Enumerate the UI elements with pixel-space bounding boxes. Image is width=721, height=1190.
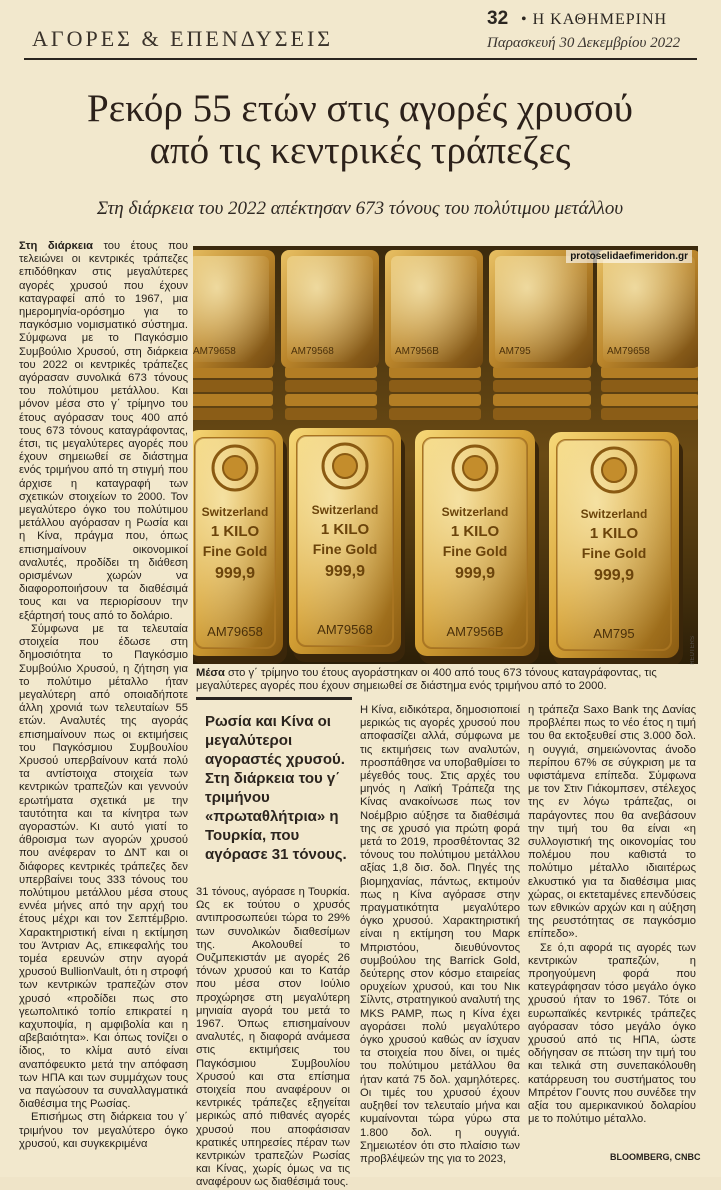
bar-serial: AM795 (593, 626, 635, 641)
bar-serial: AM79658 (607, 346, 650, 357)
bar-serial: AM79568 (317, 622, 373, 637)
headline-line-1: Ρεκόρ 55 ετών στις αγορές χρυσού (87, 87, 633, 130)
column-4-paragraph-2: Σε ό,τι αφορά τις αγορές των κεντρικών τραπεζών, η προηγούμενη φορά που κατεγράφησαν τόσο μεγάλο όγκο χρυσού ήταν το 1967. Τότε οι ευρωπαϊκές κεντρικές τράπεζες αγόρασαν τόσο μεγάλο όγκο χρυσού από τις ΗΠΑ, ώστε οδήγησαν σε πτώση την τιμή του και τελικά στη συνεπακόλουθη κατάρρευση του συστήματος του Μπρέτον Γουντς που συνέδεε την αξία του αμερικανικού δολαρίου με το πολύτιμο μέταλλο. (528, 941, 696, 1126)
bar-serial: AM79658 (193, 346, 236, 357)
article-column-1 (19, 240, 188, 1151)
bar-inscription: Fine Gold (202, 543, 268, 559)
back-gold-bar (489, 250, 593, 368)
article-column-2 (196, 886, 350, 1190)
column-1-paragraph-3: Επισήμως στη διάρκεια του γ΄ τριμήνου τον μεγαλύτερο όγκο χρυσού, και συγκεκριμένα (19, 1111, 188, 1150)
bar-serial: AM79658 (207, 624, 263, 639)
pullquote-rule (196, 697, 352, 700)
back-gold-bar (281, 250, 379, 368)
subheadline: Στη διάρκεια του 2022 απέκτησαν 673 τόνους του πολύτιμου μετάλλου (96, 198, 624, 219)
issue-date: Παρασκευή 30 Δεκεμβρίου 2022 (487, 35, 681, 51)
headline-line-2: από τις κεντρικές τράπεζες (149, 129, 571, 172)
bar-serial: AM7956B (446, 624, 504, 639)
pullquote: Ρωσία και Κίνα οι μεγαλύτεροι αγοραστές χρυσού. Στη διάρκεια του γ΄ τριμήνου «πρωταθλήτρια» η Τουρκία, που αγόρασε 31 τόνους. (205, 713, 347, 863)
bar-inscription: 999,9 (454, 565, 496, 582)
lead-in: Στη διάρκεια (19, 240, 94, 252)
source-credit: BLOOMBERG, CNBC (610, 1152, 701, 1162)
front-gold-bar (193, 430, 287, 664)
photo-caption (196, 667, 686, 693)
column-2-paragraph-1: 31 τόνους, αγόρασε η Τουρκία. Ως εκ τούτου ο χρυσός αντιπροσωπεύει τώρα το 29% των συνολικών διαθεσίμων της. Ακολουθεί το Ουζμπεκιστάν με αγορές 26 τόνων χρυσού και το Κατάρ που μέσα στον Ιούλιο προχώρησε στη μεγαλύτερη μηνιαία αγορά του μετά το 1967. Όπως επισημαίνουν αναλυτές, η διαφορά ανάμεσα στις εκτιμήσεις του Παγκόσμιου Συμβουλίου Χρυσού και στα επίσημα στοιχεία που αναφέρουν οι κεντρικές τράπεζες εξηγείται μερικώς από πιθανές αγορές χρυσού που αποφάσισαν κρατικές υπηρεσίες πέραν των κεντρικών τραπεζών Ρωσίας και Κίνας, χωρίς όμως να τις αναφέρουν ως διαθέσιμά τους. (196, 886, 350, 1189)
back-gold-bar (193, 250, 275, 368)
bar-inscription: 1 KILO (589, 525, 639, 542)
back-row-bars (193, 250, 698, 420)
gold-bars-photo (193, 246, 698, 664)
column-1-paragraph-2: Σύμφωνα με τα τελευταία στοιχεία που έδωσε στη δημοσιότητα το Παγκόσμιο Συμβούλιο Χρυσού, η ζήτηση για το πολύτιμο μέταλλο ήταν μεγαλύτερη από οποιαδήποτε άλλη χρονιά των τελευταίων 55 ετών. Αναλυτές της αγοράς επισημαίνουν πως οι εκτιμήσεις του Παγκόσμιου Συμβουλίου Χρυσού υπερβαίνουν κατά πολύ τα αντίστοιχα στοιχεία των κεντρικών τραπεζών και γεννούν ερωτήματα σχετικά με την ταυτότητα και τα κίνητρα των αγοραστών. Κι αυτό γιατί το άθροισμα των αγορών χρυσού που ανέφεραν το ΔΝΤ και οι διάφορες κεντρικές τράπεζες δεν υπερβαίνει τους 333 τόνους του πολύτιμου μετάλλου μέσα στους εννέα μήνες από την αρχή του έτους μέχρι και τον Σεπτέμβριο. Χαρακτηριστική είναι η εκτίμηση του Άντριαν Ας, επικεφαλής του τομέα ερευνών στην αγορά χρυσού BullionVault, ότι η στροφή των κεντρικών τραπεζών στον χρυσό «προδίδει πως στο γεωπολιτικό τοπίο επικρατεί η καχυποψία, η αμφιβολία και η αβεβαιότητα». Και όπως τονίζει ο ίδιος, το κλίμα αυτό είναι αναπόφευκτο μετά την απόφαση των ΗΠΑ και των συμμάχων τους να παγώσουν τα συναλλαγματικά διαθέσιμα της Ρωσίας. (19, 622, 188, 1111)
headline (24, 88, 696, 172)
front-gold-bar (549, 432, 683, 664)
gold-bars-illustration (193, 246, 698, 664)
back-gold-bar (385, 250, 483, 368)
bar-inscription: 999,9 (593, 567, 635, 584)
section-title: ΑΓΟΡΕΣ & ΕΠΕΝΔΥΣΕΙΣ (32, 26, 334, 51)
watermark: protoselidaefimeridon.gr (566, 250, 692, 263)
bar-inscription: 1 KILO (450, 523, 500, 540)
bar-inscription: Switzerland (311, 503, 379, 517)
bar-inscription: Switzerland (580, 507, 648, 521)
caption-text: στο γ΄ τρίμηνο του έτους αγοράστηκαν οι 400 από τους 673 τόνους καταγράφοντας, τις μεγαλύτερες αγορές που έχουν σημειωθεί σε διάστημα ενός τριμήνου από το 2000. (196, 667, 657, 693)
bar-serial: AM79568 (291, 346, 334, 357)
bar-inscription: Fine Gold (581, 545, 647, 561)
caption-lead: Μέσα (196, 667, 225, 679)
front-gold-bar (289, 428, 405, 662)
bar-serial: AM795 (499, 346, 531, 357)
front-gold-bar (415, 430, 539, 664)
bar-inscription: 1 KILO (210, 523, 260, 540)
column-1-text-1: του έτους που τελειώνει οι κεντρικές τράπεζες επιδόθηκαν στις μεγαλύτερες αγορές χρυσού που έχουν καταγραφεί από το 1967, μια ημερομηνία-ορόσημο για το παγκόσμιο νομισματικό σύστημα. Σύμφωνα με το Παγκόσμιο Συμβούλιο Χρυσού, στη διάρκεια του 2022 οι κεντρικές τράπεζες αγόρασαν συνολικά 673 τόνους του πολύτιμου μετάλλου. Και μόνον μέσα στο γ΄ τρίμηνο του έτους αγόρασαν τους 400 από τους 673 τόνους καταγράφοντας, έτσι, τις μεγαλύτερες αγορές που έχουν σημειωθεί σε διάστημα ενός τριμήνου από τη στιγμή που άρχισε η καταγραφή των σχετικών στοιχείων το 2000. Τον μεγαλύτερο όγκο του πολύτιμου μετάλλου αγόρασαν η Ρωσία και η Κίνα, πράγμα που, όπως επισημαίνουν οικονομικοί αναλυτές, προδίδει τη διάθεση ορισμένων χωρών να διαφοροποιήσουν τα διαθέσιμά τους και να περιορίσουν την εξάρτησή τους από το δολάριο. (19, 240, 188, 622)
bar-inscription: Switzerland (441, 505, 509, 519)
bar-inscription: Fine Gold (442, 543, 508, 559)
front-row-bars (193, 428, 683, 664)
column-1-paragraph-1 (19, 240, 188, 623)
paper-name: • Η ΚΑΘΗΜΕΡΙΝΗ (521, 11, 668, 28)
bar-inscription: 999,9 (324, 563, 366, 580)
bar-inscription: 1 KILO (320, 521, 370, 538)
bar-serial: AM7956B (395, 346, 439, 357)
article-column-3 (360, 704, 520, 1166)
photo-agency-credit: REUTERS (690, 636, 696, 665)
page-number: 32 (487, 8, 509, 29)
bar-inscription: 999,9 (214, 565, 256, 582)
column-3-paragraph-1: Η Κίνα, ειδικότερα, δημοσιοποιεί μερικώς τις αγορές χρυσού που αποφασίζει αλλά, σύμφωνα με τις εκτιμήσεις των αναλυτών, προσπάθησε να υποβαθμίσει το μέγεθός τους. Στις αρχές του μηνός η Λαϊκή Τράπεζα της Κίνας ανακοίνωσε πως τον Νοέμβριο αύξησε τα διαθέσιμά της σε χρυσό για πρώτη φορά μετά το 2019, προσθέτοντας 32 τόνους του πολύτιμου μετάλλου αξίας 1,8 δισ. δολ. Πηγές της βιομηχανίας, πάντως, εκτιμούν πως η Κίνα αγόρασε στην πραγματικότητα μεγαλύτερο όγκο χρυσού. Χαρακτηριστική είναι η εκτίμηση του Μαρκ Μπριστόου, διευθύνοντος συμβούλου της Barrick Gold, δεύτερης στον κόσμο εταιρείας ορυχείων χρυσού, και του Νικ Σίλντς, στρατηγικού αναλυτή της MKS PAMP, πως η Κίνα έχει αγοράσει πολύ μεγαλύτερο όγκο χρυσού καθώς αν ίσχυαν τα στοιχεία που δίνει, οι τιμές του πολύτιμου μετάλλου θα ήταν κατά 75 δολ. χαμηλότερες. Οι τιμές του χρυσού έχουν αυξηθεί τον τελευταίο μήνα και κυμαίνονται τώρα γύρω στα 1.800 δολ. η ουγγιά. Σημειωτέον ότι στο πλαίσιο των προβλέψεών της για το 2023, (360, 704, 520, 1165)
back-gold-bar (597, 250, 698, 368)
masthead-rule (24, 58, 697, 60)
column-4-paragraph-1: η τράπεζα Saxo Bank της Δανίας προβλέπει πως το νέο έτος η τιμή του θα εκτοξευθεί στις 3.000 δολ. η ουγγιά, σημειώνοντας άνοδο περίπου 67% σε σύγκριση με τα υφιστάμενα επίπεδα. Σύμφωνα με τον Στιν Γιάκομπσεν, στέλεχος της εν λόγω τράπεζας, οι παράγοντες που θα ανεβάσουν την τιμή του θα είναι «η συλλογιστική της οικονομίας του πολέμου που καθιστά το πολύτιμο μέταλλο ιδιαιτέρως ελκυστικό για τα διαθέσιμα μιας χώρας, οι εκτεταμένες επενδύσεις των εθνικών αρχών και η αύξηση της ρευστότητας σε παγκόσμιο επίπεδο». (528, 704, 696, 941)
article-column-4 (528, 704, 696, 1127)
bar-inscription: Switzerland (201, 505, 269, 519)
bar-inscription: Fine Gold (312, 541, 378, 557)
